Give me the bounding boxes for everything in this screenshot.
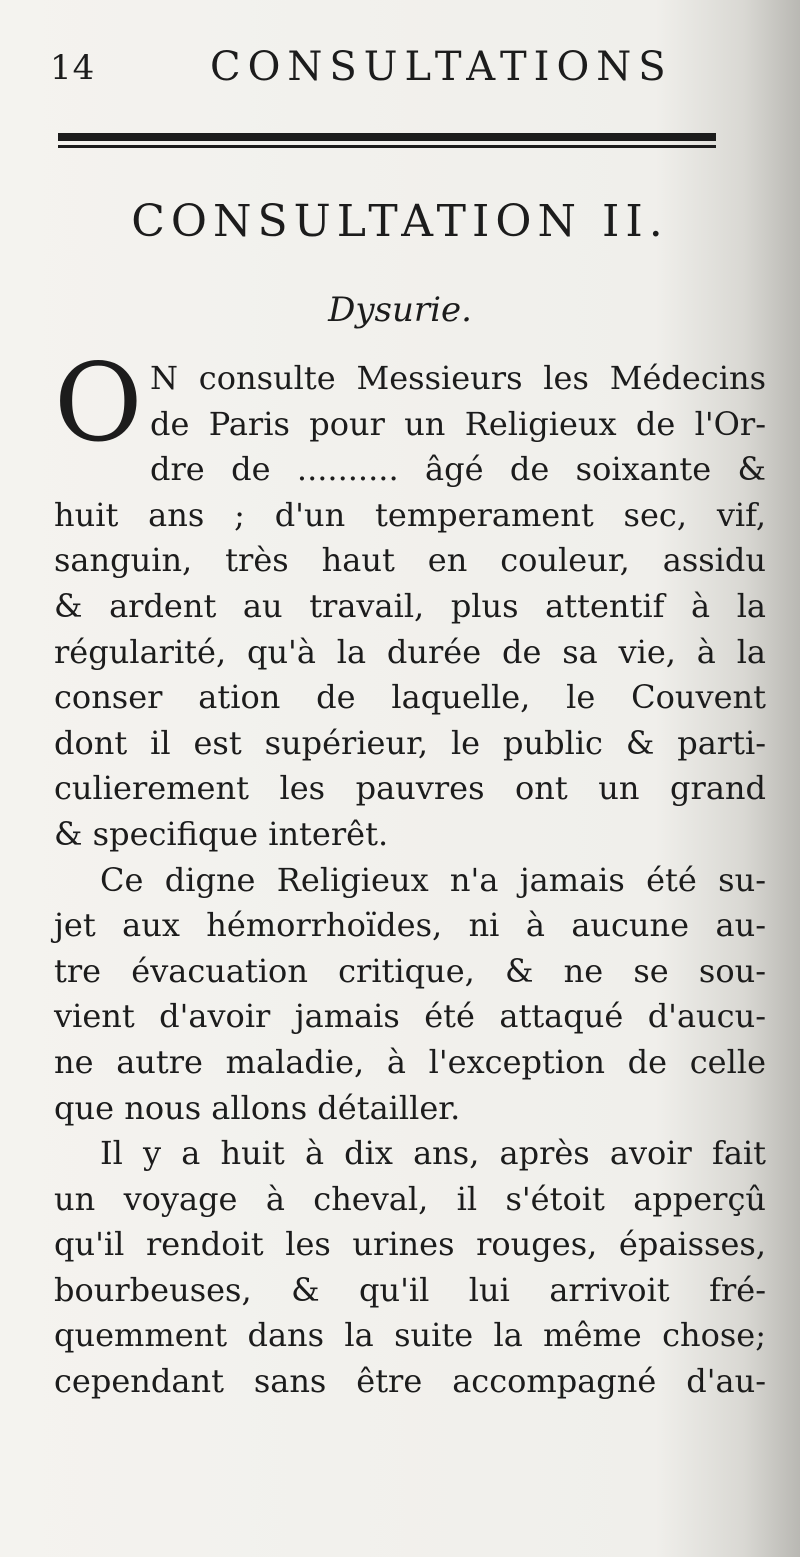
text-line: conser ation de laquelle, le Couvent: [54, 678, 766, 717]
drop-cap: O: [54, 341, 143, 466]
section-heading: CONSULTATION II.: [131, 196, 669, 247]
running-title: CONSULTATIONS: [210, 44, 673, 90]
paragraph-2: [54, 858, 766, 1132]
running-head: [50, 44, 750, 94]
text-line: tre évacuation critique, & ne se sou-: [54, 951, 766, 990]
text-line: un voyage à cheval, il s'étoit apperçû: [54, 1179, 766, 1218]
text-line: vient d'avoir jamais été attaqué d'aucu-: [54, 997, 766, 1036]
text-line: huit ans ; d'un temperament sec, vif,: [54, 495, 766, 534]
text-line: dont il est supérieur, le public & parti-: [54, 723, 766, 762]
text-line: & ardent au travail, plus attentif à la: [54, 586, 766, 625]
body-text: [54, 341, 766, 1405]
section-subtitle: Dysurie.: [328, 290, 472, 330]
text-line: ne autre maladie, à l'exception de celle: [54, 1042, 766, 1081]
thick-rule: [58, 133, 716, 141]
text-line: qu'il rendoit les urines rouges, épaisses,: [54, 1225, 766, 1264]
double-rule-divider: [58, 133, 716, 153]
text-line: Il y a huit à dix ans, après avoir fait: [100, 1134, 766, 1173]
paragraph-3: [54, 1131, 766, 1405]
text-line: bourbeuses, & qu'il lui arrivoit fré-: [54, 1270, 766, 1309]
text-line: cependant sans être accompagné d'au-: [54, 1362, 766, 1401]
text-line: que nous allons détailler.: [54, 1088, 461, 1127]
text-line: régularité, qu'à la durée de sa vie, à la: [54, 632, 766, 671]
text-line: & specifique interêt.: [54, 814, 389, 853]
page-number: 14: [50, 48, 96, 88]
text-line: de Paris pour un Religieux de l'Or-: [150, 404, 766, 443]
text-line: Ce digne Religieux n'a jamais été su-: [100, 860, 766, 899]
text-line: quemment dans la suite la même chose;: [54, 1316, 766, 1355]
text-line: dre de .......... âgé de soixante &: [150, 450, 766, 489]
text-line: N consulte Messieurs les Médecins: [150, 359, 766, 397]
text-line: sanguin, très haut en couleur, assidu: [54, 541, 766, 580]
text-line: culierement les pauvres ont un grand: [54, 769, 766, 808]
paragraph-1: [54, 341, 766, 858]
text-line: jet aux hémorrhoïdes, ni à aucune au-: [54, 906, 766, 945]
thin-rule: [58, 145, 716, 148]
